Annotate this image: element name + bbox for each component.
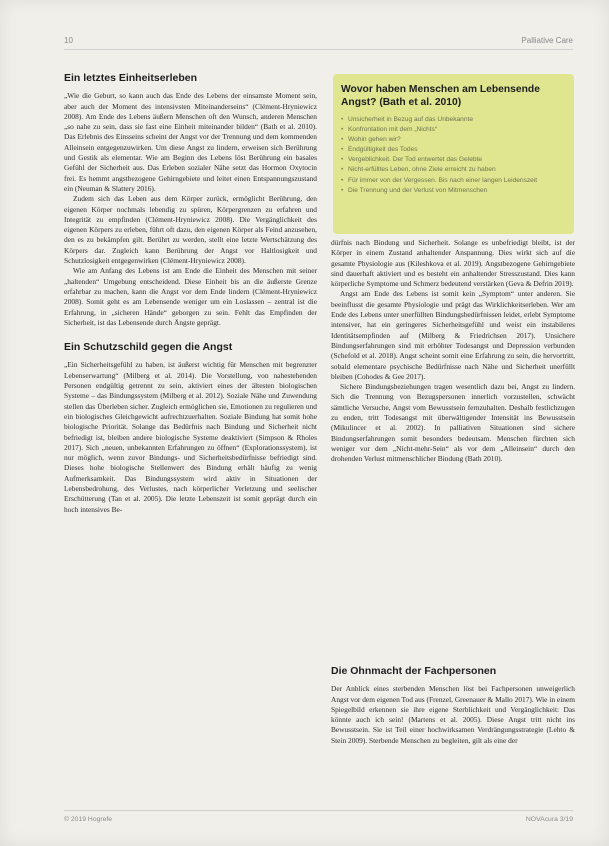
list-item: • Unsicherheit in Bezug auf das Unbekannte [341, 115, 566, 125]
list-item: • Wohin gehen wir? [341, 135, 566, 145]
paragraph: Wie am Anfang des Lebens ist am Ende die Einheit des Menschen mit seiner „haltenden“ Umgebung entscheidend. Diese Einheit bis an die äußerste Grenze erfahrbar zu machen, kann die Angst vor dem Ende lindern (Clément-Hryniewicz 2008). Somit geht es am Lebensende weniger um ein Loslassen – zentral ist die Erfahrung, in „sicheren Hände“ geborgen zu sein. Fehlt das Empfinden der Sicherheit, ist das Lebensende durch Ängste geprägt. [64, 266, 317, 327]
list-item: • Endgültigkeit des Todes [341, 145, 566, 155]
fears-callout-box [333, 74, 574, 234]
footer-copyright: © 2019 Hogrefe [64, 816, 113, 823]
footer-rule [64, 810, 573, 811]
header-rule [64, 49, 573, 50]
footer-journal: NOVAcura 3/19 [525, 816, 573, 823]
list-item: • Nicht-erfülltes Leben, ohne Ziele erreicht zu haben [341, 165, 566, 175]
paragraph: „Ein Sicherheitsgefühl zu haben, ist äußerst wichtig für Menschen mit begrenzter Lebenserwartung“ (Milberg et al. 2014). Die Vorstellung, von nahestehenden Personen endgültig getrennt zu sein, aktiviert eines der ältesten biologischen Systeme – das Bindungssystem (Milberg et al. 2012). Soziale Nähe und Zuwendung stellen das Überleben sicher. Zugleich ermöglichen sie, Emotionen zu regulieren und ein biologisches Gleichgewicht aufrechtzuerhalten. Soziale Bindung hat somit hohe biologische Priorität. Solange das Bedürfnis nach Bindung und Sicherheit nicht befriedigt ist, bleiben andere biologische Systeme deaktiviert (Simpson & Rholes 2017). Sich „neuen, unbekannten Erfahrungen zu öffnen“ (Explorationssystem), ist nur möglich, wenn zuvor Bindungs- und Sicherheitsbedürfnisse befriedigt sind. Dieses hohe biologische Stellenwert des Bindung erhält häufig zu wenig Aufmerksamkeit. Das Bindungssystem wird aktiv in Situationen der Lebensbedrohung, des Verlustes, nach körperlicher Verletzung und seelischer Erschütterung (Tan et al. 2005). Die letzte Lebenszeit ist somit geprägt durch ein hoch intensives Be- [64, 360, 317, 514]
page-number: 10 [64, 36, 73, 45]
section-heading-einheitserleben: Ein letztes Einheitserleben [64, 72, 198, 84]
paragraph: Zudem sich das Leben aus dem Körper zurück, ermöglicht Berührung, den eigenen Körper nochmals lebendig zu spüren, Körpergrenzen zu erfahren und Integrität zu empfinden (Clément-Hryniewicz 2008). Die Vergänglichkeit des eigenen Körpers zu erleben, führt oft dazu, den eigenen Körper als Feind anzusehen, den es zu bekämpfen gilt. Berührt zu werden, stellt eine letzte Wertschätzung des Körpers dar. Zugleich kann Berührung der Angst vor Haltlosigkeit und Schutzlosigkeit entgegenwirken (Clément-Hryniewicz 2008). [64, 194, 317, 266]
paragraph: „Wie die Geburt, so kann auch das Ende des Lebens der einsamste Moment sein, aber auch der Moment des intensivsten Miteinanderseins“ (Clément-Hryniewicz 2008). Am Ende des Lebens äußern Menschen oft den Wunsch, anderen Menschen „so nahe zu sein, dass sie fast eine Einheit miteinander bilden“ (Bath et al. 2010). Das Erlebnis des Einsseins scheint der Angst vor der Trennung und dem kommenden Alleinsein entgegenzuwirken. Um diese Angst zu lindern, erweisen sich Berührung und Gestik als elementar. Wie am Beginn des Lebens löst Berührung ein basales Gefühl der Sicherheit aus. Das Erleben sozialer Nähe setzt das Hormon Oxytocin frei. Es hemmt angstbezogene Gehirngebiete und leitet einen Entspannungszustand ein (Neuman & Slattery 2016). [64, 91, 317, 193]
paragraph: Sichere Bindungsbeziehungen tragen wesentlich dazu bei, Angst zu lindern. Sich die Trennung von Bezugspersonen innerlich vorzustellen, schwächt sämtliche Versuche, Angst vom Bewusstsein fernzuhalten. Deshalb festlichzugen zu enden, tritt Todesangst mit überwältigender Intensität ins Bewusstsein (Mikulincer et al. 2002). In palliativen Situationen sind sichere Bindungserfahrungen somit besonders bedeutsam. Menschen fürchten sich weniger vor dem „Nicht-mehr-Sein“ als vor dem „Alleinsein“ durch den drohenden Verlust mitmenschlicher Bindung (Bath 2010). [331, 382, 575, 464]
paragraph: Der Anblick eines sterbenden Menschen löst bei Fachpersonen unweigerlich Angst vor dem eigenen Tod aus (Frenzel, Greenauer & Mallo 2017). Wie in einem Spiegelbild erkennen sie ihre eigene Sterblichkeit und Vergänglichkeit: Das könnte auch ich sein! (Martens et al. 2005). Diese Angst tritt nicht ins Bewusstsein. Sie ist Teil einer hochwirksamen Verdrängungsstrategie (Lehto & Stein 2009). Sterbende Menschen zu begleiten, gilt als eine der [331, 684, 575, 745]
section-heading-schutzschild: Ein Schutzschild gegen die Angst [64, 341, 233, 354]
section-ohnmacht [331, 666, 575, 746]
left-column [64, 73, 317, 515]
list-item: • Für immer von der Vergessen. Bis nach einer langen Leidenszeit [341, 176, 566, 186]
section-schutzschild [64, 342, 317, 515]
section-heading-ohnmacht: Die Ohnmacht der Fachpersonen [331, 665, 497, 677]
fears-list [341, 115, 566, 196]
running-header: Palliative Care [521, 36, 573, 45]
paragraph: Angst am Ende des Lebens ist somit kein „Symptom“ unter anderen. Sie beeinflusst die gesamte Physiologie und prägt das Wirklichkeitserleben. Wer am Ende des Lebens unter unerfüllten Bindungsbedürfnissen leidet, erlebt Symptome intensiver, hat ein geringeres Sicherheitsgefühl und weist ein instabileres Identitätsempfinden auf (Milberg & Friedrichsen 2017). Unsichere Bindungserfahrungen sind mit erhöhter Todesangst und Depression verbunden (Schefold et al. 2018). Angst scheint somit eine Erfahrung zu sein, die hervortritt, sobald elementare psychische Bedürfnisse nach Nähe und Sicherheit unerfüllt bleiben (Cohodes & Gee 2017). [331, 289, 575, 381]
list-item: • Die Trennung und der Verlust von Mitmenschen [341, 186, 566, 196]
callout-title: Wovor haben Menschen am Lebensende Angst? (Bath et al. 2010) [341, 84, 540, 108]
list-item: • Konfrontation mit dem „Nichts“ [341, 125, 566, 135]
list-item: • Vergeblichkeit. Der Tod entwertet das Gelebte [341, 155, 566, 165]
right-column [331, 238, 575, 465]
paragraph: dürfnis nach Bindung und Sicherheit. Solange es unbefriedigt bleibt, ist der Körper in einem Zustand anhaltender Anspannung. Dies wirkt sich auf die gesamte Physiologie aus (Kileshkova et al. 2019). Angstbezogene Gehirngebiete sind dauerhaft aktiviert und es besteht ein anhaltender Stresszustand. Dies kann körperliche Symptome und Schmerz bedeutend verstärken (Geva & Defrin 2019). [331, 238, 575, 289]
